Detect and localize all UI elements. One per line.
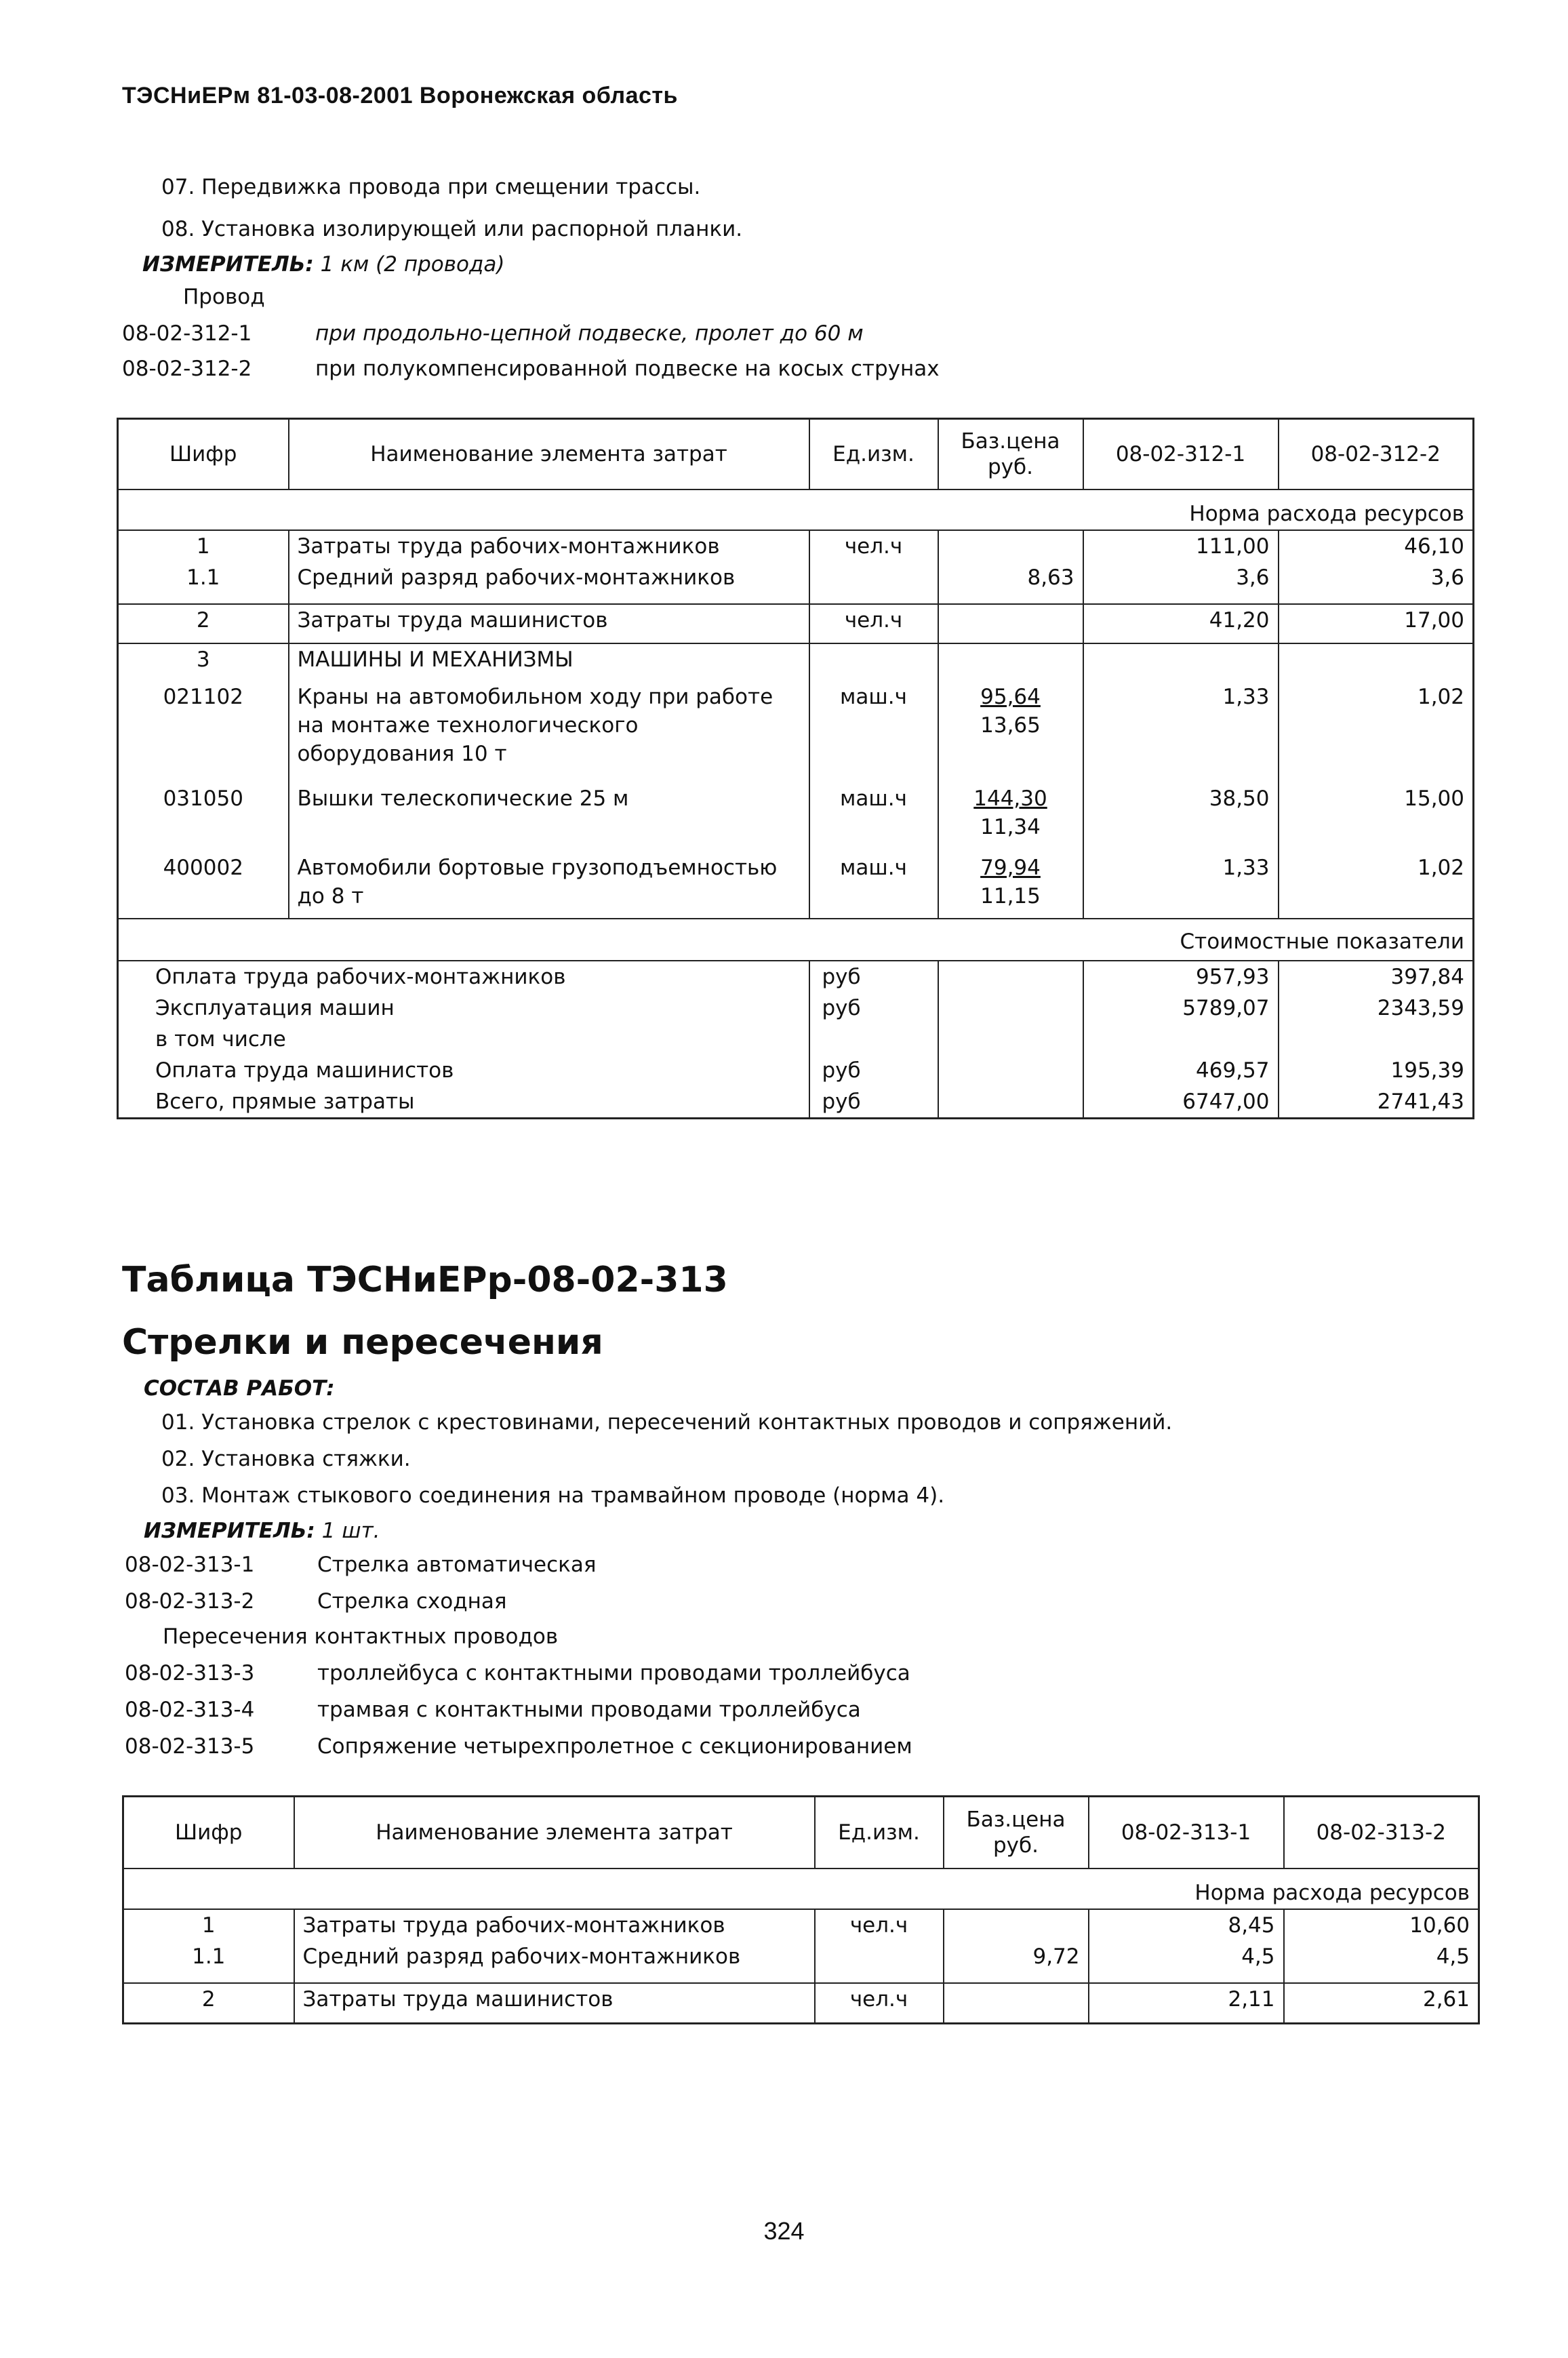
row-v2: 1,02: [1279, 681, 1474, 783]
code-desc: троллейбуса с контактными проводами троллейбуса: [317, 1661, 910, 1685]
table-subtitle: Стрелки и пересечения: [122, 1322, 603, 1363]
meter-line: [144, 1519, 380, 1543]
row-v1: 41,20: [1083, 604, 1279, 643]
code-desc: Стрелка автоматическая: [317, 1553, 597, 1577]
row-unit: чел.ч: [809, 604, 938, 643]
row-unit: маш.ч: [809, 681, 938, 783]
row-code: 1: [123, 1909, 294, 1941]
code-desc: Стрелка сходная: [317, 1589, 507, 1614]
work-item: 08. Установка изолирующей или распорной планки.: [161, 217, 743, 241]
row-v1: 4,5: [1089, 1941, 1284, 1983]
cost-v2: 397,84: [1279, 961, 1474, 993]
row-v2: 1,02: [1279, 852, 1474, 919]
col-header-unit: Ед.изм.: [815, 1797, 944, 1869]
row-name: Затраты труда машинистов: [294, 1983, 815, 2024]
row-name: Краны на автомобильном ходу при работе на монтаже технологического оборудования 10 т: [289, 681, 809, 783]
code: 08-02-313-4: [125, 1698, 255, 1722]
page-number: 324: [763, 2217, 805, 2245]
row-unit: чел.ч: [815, 1983, 944, 2024]
norm-label: Норма расхода ресурсов: [118, 489, 1474, 530]
row-name: Затраты труда рабочих-монтажников: [294, 1909, 815, 1941]
row-price: 8,63: [938, 562, 1083, 604]
row-name: Затраты труда рабочих-монтажников: [289, 530, 809, 562]
group-label: Провод: [183, 285, 265, 309]
price-base: 95,64: [980, 684, 1041, 709]
col-header-code: Шифр: [123, 1797, 294, 1869]
table-title: Таблица ТЭСНиЕРр-08-02-313: [122, 1260, 728, 1300]
row-v1: 1,33: [1083, 852, 1279, 919]
row-price: [938, 604, 1083, 643]
row-v2: 15,00: [1279, 783, 1474, 852]
row-unit: чел.ч: [809, 530, 938, 562]
col-header-c1: 08-02-313-1: [1089, 1797, 1284, 1869]
code-desc: Сопряжение четырехпролетное с секционированием: [317, 1734, 912, 1759]
row-name: МАШИНЫ И МЕХАНИЗМЫ: [289, 643, 809, 681]
code-desc: при полукомпенсированной подвеске на косых струнах: [315, 357, 940, 381]
cost-name: Всего, прямые затраты: [118, 1086, 809, 1119]
row-price: [944, 1983, 1089, 2024]
row-code: 031050: [118, 783, 289, 852]
row-unit: маш.ч: [809, 852, 938, 919]
code-desc: при продольно-цепной подвеске, пролет до 60 м: [315, 321, 864, 346]
row-v1: 3,6: [1083, 562, 1279, 604]
meter-value: 1 км (2 провода): [320, 252, 505, 277]
code: 08-02-312-1: [122, 321, 252, 346]
col-header-price: Баз.цена руб.: [944, 1797, 1089, 1869]
row-name: Затраты труда машинистов: [289, 604, 809, 643]
price-labor: 11,34: [980, 814, 1041, 839]
work-item: 03. Монтаж стыкового соединения на трамвайном проводе (норма 4).: [161, 1483, 945, 1508]
cost-v1: 6747,00: [1083, 1086, 1279, 1119]
cost-v1: 5789,07: [1083, 993, 1279, 1024]
row-v2: 46,10: [1279, 530, 1474, 562]
work-item: 01. Установка стрелок с крестовинами, пересечений контактных проводов и сопряжений.: [161, 1410, 1173, 1435]
row-v2: 4,5: [1284, 1941, 1479, 1983]
row-name: Средний разряд рабочих-монтажников: [289, 562, 809, 604]
row-price: [938, 783, 1083, 852]
meter-line: [142, 252, 505, 277]
price-base: 79,94: [980, 855, 1041, 880]
row-code: 2: [123, 1983, 294, 2024]
cost-unit: руб: [809, 1086, 938, 1119]
row-code: 021102: [118, 681, 289, 783]
document-header: ТЭСНиЕРм 81-03-08-2001 Воронежская область: [122, 83, 678, 108]
row-code: 3: [118, 643, 289, 681]
cost-unit: руб: [809, 961, 938, 993]
row-price: [938, 681, 1083, 783]
row-unit: [815, 1941, 944, 1983]
col-header-c2: 08-02-313-2: [1284, 1797, 1479, 1869]
row-v1: 38,50: [1083, 783, 1279, 852]
cost-v1: 469,57: [1083, 1055, 1279, 1086]
col-header-price: Баз.цена руб.: [938, 419, 1083, 489]
cost-label: Стоимостные показатели: [118, 919, 1474, 961]
code: 08-02-312-2: [122, 357, 252, 381]
cost-name: Эксплуатация машин: [118, 993, 809, 1024]
norm-label: Норма расхода ресурсов: [123, 1869, 1479, 1909]
cost-v2: 2741,43: [1279, 1086, 1474, 1119]
row-code: 2: [118, 604, 289, 643]
meter-label: ИЗМЕРИТЕЛЬ:: [142, 252, 314, 277]
col-header-code: Шифр: [118, 419, 289, 489]
row-name: Вышки телескопические 25 м: [289, 783, 809, 852]
row-unit: маш.ч: [809, 783, 938, 852]
work-item: 07. Передвижка провода при смещении трассы.: [161, 175, 701, 199]
row-v2: 2,61: [1284, 1983, 1479, 2024]
col-header-name: Наименование элемента затрат: [289, 419, 809, 489]
row-unit: [809, 562, 938, 604]
row-code: 400002: [118, 852, 289, 919]
group-label: Пересечения контактных проводов: [163, 1624, 559, 1649]
row-v2: 17,00: [1279, 604, 1474, 643]
cost-unit: руб: [809, 1055, 938, 1086]
meter-label: ИЗМЕРИТЕЛЬ:: [144, 1519, 315, 1543]
code-desc: трамвая с контактными проводами троллейбуса: [317, 1698, 861, 1722]
row-v1: 8,45: [1089, 1909, 1284, 1941]
cost-name: в том числе: [118, 1024, 809, 1055]
cost-name: Оплата труда машинистов: [118, 1055, 809, 1086]
code: 08-02-313-1: [125, 1553, 255, 1577]
code: 08-02-313-3: [125, 1661, 255, 1685]
row-price: [938, 852, 1083, 919]
meter-value: 1 шт.: [321, 1519, 380, 1543]
row-v1: 1,33: [1083, 681, 1279, 783]
row-v2: 10,60: [1284, 1909, 1479, 1941]
price-labor: 11,15: [980, 883, 1041, 908]
row-name: Средний разряд рабочих-монтажников: [294, 1941, 815, 1983]
works-label: СОСТАВ РАБОТ:: [144, 1376, 335, 1401]
row-code: 1.1: [123, 1941, 294, 1983]
cost-unit: руб: [809, 993, 938, 1024]
resource-table-312: [117, 418, 1474, 1119]
row-price: [938, 530, 1083, 562]
row-price: 9,72: [944, 1941, 1089, 1983]
row-code: 1: [118, 530, 289, 562]
row-unit: чел.ч: [815, 1909, 944, 1941]
col-header-unit: Ед.изм.: [809, 419, 938, 489]
row-v1: 111,00: [1083, 530, 1279, 562]
resource-table-313: [122, 1795, 1480, 2024]
col-header-c1: 08-02-312-1: [1083, 419, 1279, 489]
code: 08-02-313-2: [125, 1589, 255, 1614]
price-labor: 13,65: [980, 713, 1041, 738]
col-header-name: Наименование элемента затрат: [294, 1797, 815, 1869]
cost-v1: 957,93: [1083, 961, 1279, 993]
col-header-c2: 08-02-312-2: [1279, 419, 1474, 489]
row-code: 1.1: [118, 562, 289, 604]
work-item: 02. Установка стяжки.: [161, 1447, 411, 1471]
cost-name: Оплата труда рабочих-монтажников: [118, 961, 809, 993]
row-v2: 3,6: [1279, 562, 1474, 604]
cost-v2: 2343,59: [1279, 993, 1474, 1024]
code: 08-02-313-5: [125, 1734, 255, 1759]
row-name: Автомобили бортовые грузоподъемностью до 8 т: [289, 852, 809, 919]
cost-v2: 195,39: [1279, 1055, 1474, 1086]
row-price: [944, 1909, 1089, 1941]
row-v1: 2,11: [1089, 1983, 1284, 2024]
price-base: 144,30: [973, 786, 1047, 811]
